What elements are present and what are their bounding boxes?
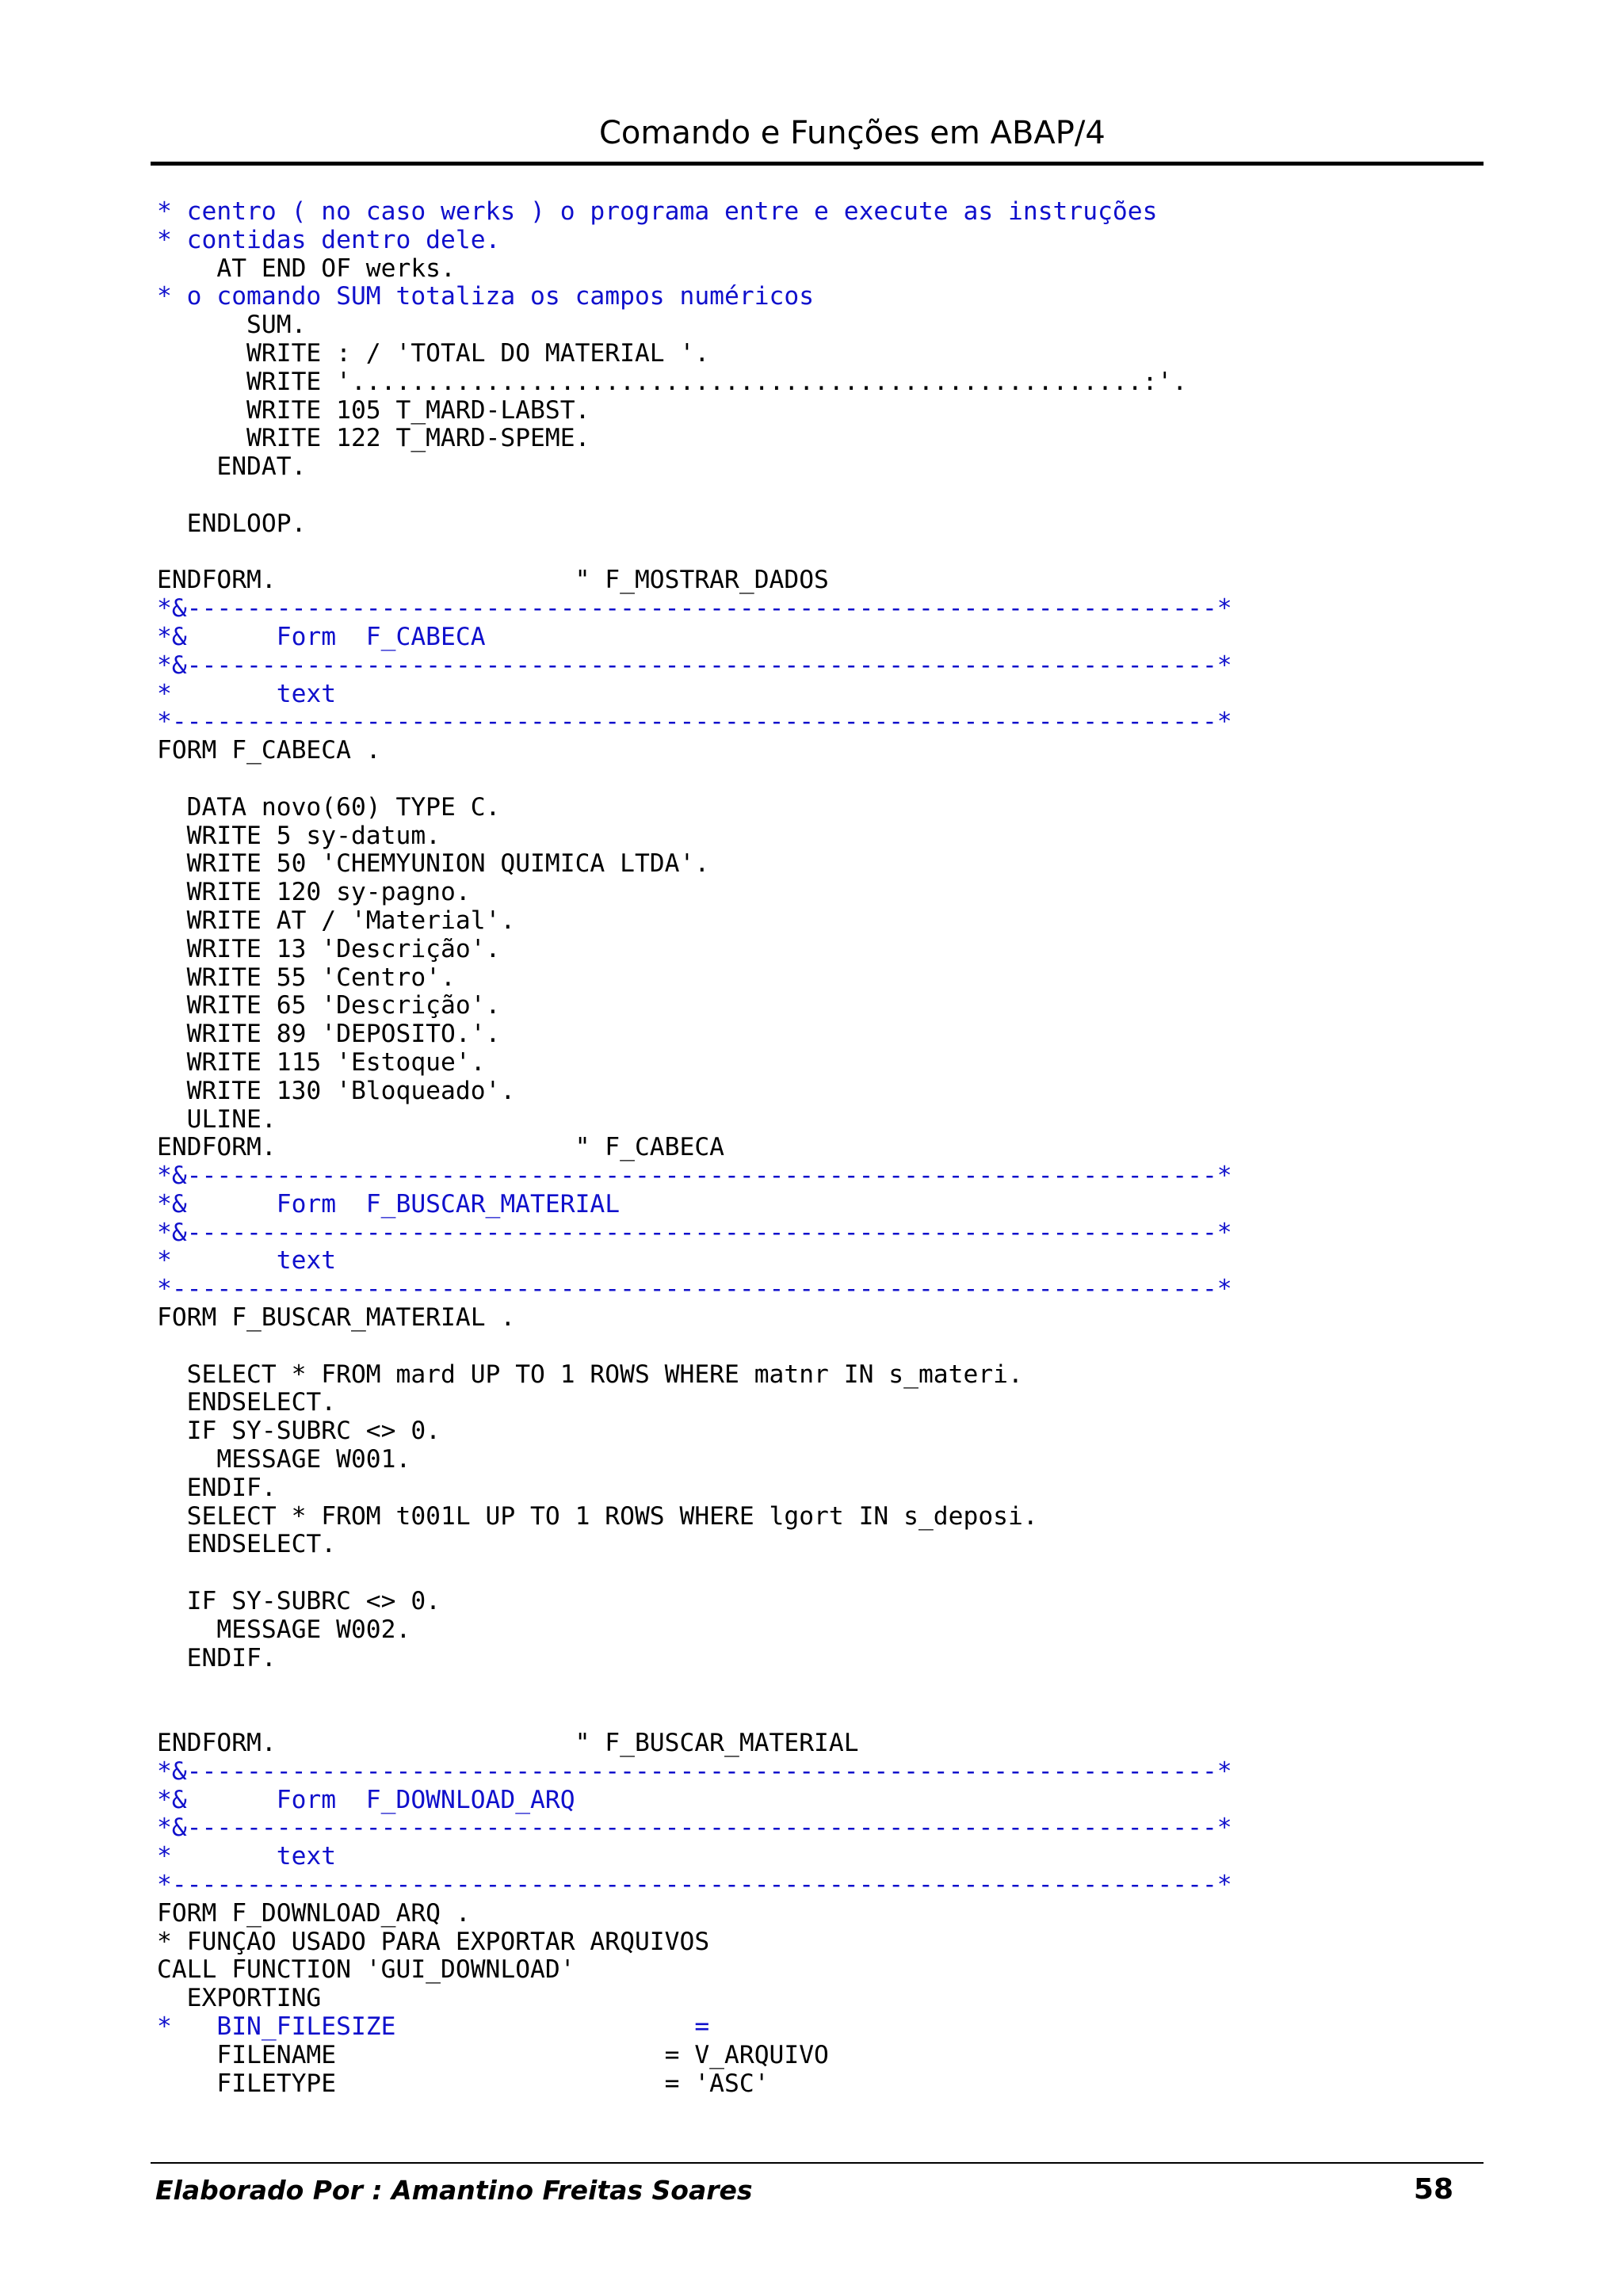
code-line: ENDSELECT. (157, 1388, 337, 1417)
code-line: WRITE 120 sy-pagno. (157, 878, 471, 907)
comment-line: * o comando SUM totaliza os campos numéricos (157, 282, 815, 311)
code-line: FORM F_DOWNLOAD_ARQ . (157, 1898, 471, 1928)
code-line (157, 1559, 1232, 1588)
code-line: IF SY-SUBRC <> 0. (157, 1417, 441, 1446)
code-line: * FUNÇAO USADO PARA EXPORTAR ARQUIVOS (157, 1927, 710, 1956)
comment-line: *& Form F_DOWNLOAD_ARQ (157, 1785, 575, 1814)
code-line: ENDFORM. " F_CABECA (157, 1133, 725, 1162)
comment-line: *&---------------------------------------------------------------------* (157, 1756, 1232, 1786)
code-line (157, 539, 1232, 567)
comment-line: *&---------------------------------------------------------------------* (157, 594, 1232, 624)
code-line: WRITE 122 T_MARD-SPEME. (157, 424, 590, 453)
code-line: WRITE 89 'DEPOSITO.'. (157, 1020, 501, 1049)
code-line (157, 1672, 1232, 1701)
code-line: WRITE 105 T_MARD-LABST. (157, 395, 590, 425)
code-line: IF SY-SUBRC <> 0. (157, 1587, 441, 1616)
code-line: DATA novo(60) TYPE C. (157, 792, 501, 822)
code-line: WRITE 65 'Descrição'. (157, 991, 501, 1020)
code-line: ENDFORM. " F_BUSCAR_MATERIAL (157, 1729, 859, 1758)
comment-line: *&---------------------------------------------------------------------* (157, 1218, 1232, 1247)
page-header (151, 111, 1484, 166)
page-footer (151, 2162, 1484, 2211)
code-line: ENDFORM. " F_MOSTRAR_DADOS (157, 566, 829, 595)
code-line: SELECT * FROM mard UP TO 1 ROWS WHERE matnr IN s_materi. (157, 1360, 1023, 1389)
code-line: SUM. (157, 311, 307, 340)
code-line: WRITE : / 'TOTAL DO MATERIAL '. (157, 338, 710, 368)
comment-line: * text (157, 679, 337, 708)
footer-author: Elaborado Por : Amantino Freitas Soares (155, 2175, 753, 2206)
code-line: WRITE 115 'Estoque'. (157, 1047, 486, 1077)
code-line: FILETYPE = 'ASC' (157, 2069, 769, 2098)
code-line (157, 482, 1232, 510)
code-line (157, 1333, 1232, 1361)
code-line: ENDIF. (157, 1643, 277, 1672)
comment-line: *&---------------------------------------------------------------------* (157, 1814, 1232, 1843)
code-line: ULINE. (157, 1104, 277, 1134)
code-line: ENDAT. (157, 452, 307, 482)
code-line: ENDSELECT. (157, 1530, 337, 1559)
code-line: WRITE 5 sy-datum. (157, 821, 441, 850)
code-line (157, 765, 1232, 794)
comment-line: * centro ( no caso werks ) o programa entre e execute as instruções (157, 197, 1158, 226)
code-line: FORM F_CABECA . (157, 736, 381, 765)
code-line: MESSAGE W001. (157, 1445, 411, 1474)
comment-line: * contidas dentro dele. (157, 225, 501, 254)
code-line: SELECT * FROM t001L UP TO 1 ROWS WHERE lgort IN s_deposi. (157, 1501, 1038, 1531)
code-line: MESSAGE W002. (157, 1615, 411, 1644)
comment-line: *&---------------------------------------------------------------------* (157, 1161, 1232, 1191)
code-listing (157, 198, 1232, 2098)
code-line: FORM F_BUSCAR_MATERIAL . (157, 1303, 516, 1333)
comment-line: *----------------------------------------------------------------------* (157, 707, 1232, 737)
code-line: WRITE AT / 'Material'. (157, 906, 516, 935)
code-line: ENDIF. (157, 1473, 277, 1502)
comment-line: *& Form F_BUSCAR_MATERIAL (157, 1189, 621, 1219)
code-line: FILENAME = V_ARQUIVO (157, 2040, 829, 2069)
comment-line: *----------------------------------------------------------------------* (157, 1871, 1232, 1900)
code-line: WRITE '.....................................................:'. (157, 367, 1188, 396)
comment-line: * BIN_FILESIZE = (157, 2012, 710, 2041)
page-title: Comando e Funções em ABAP/4 (599, 115, 1106, 151)
code-line (157, 1701, 1232, 1730)
comment-line: *& Form F_CABECA (157, 622, 486, 651)
code-line: WRITE 50 'CHEMYUNION QUIMICA LTDA'. (157, 849, 710, 879)
code-line: WRITE 130 'Bloqueado'. (157, 1076, 516, 1105)
code-line: WRITE 55 'Centro'. (157, 963, 456, 992)
comment-line: * text (157, 1246, 337, 1276)
comment-line: *----------------------------------------------------------------------* (157, 1275, 1232, 1304)
code-line: AT END OF werks. (157, 254, 456, 283)
code-line: EXPORTING (157, 1984, 322, 2013)
code-line: CALL FUNCTION 'GUI_DOWNLOAD' (157, 1955, 575, 1985)
comment-line: *&---------------------------------------------------------------------* (157, 650, 1232, 680)
code-line: ENDLOOP. (157, 509, 307, 538)
page-number: 58 (1413, 2173, 1453, 2206)
comment-line: * text (157, 1842, 337, 1871)
code-line: WRITE 13 'Descrição'. (157, 934, 501, 963)
